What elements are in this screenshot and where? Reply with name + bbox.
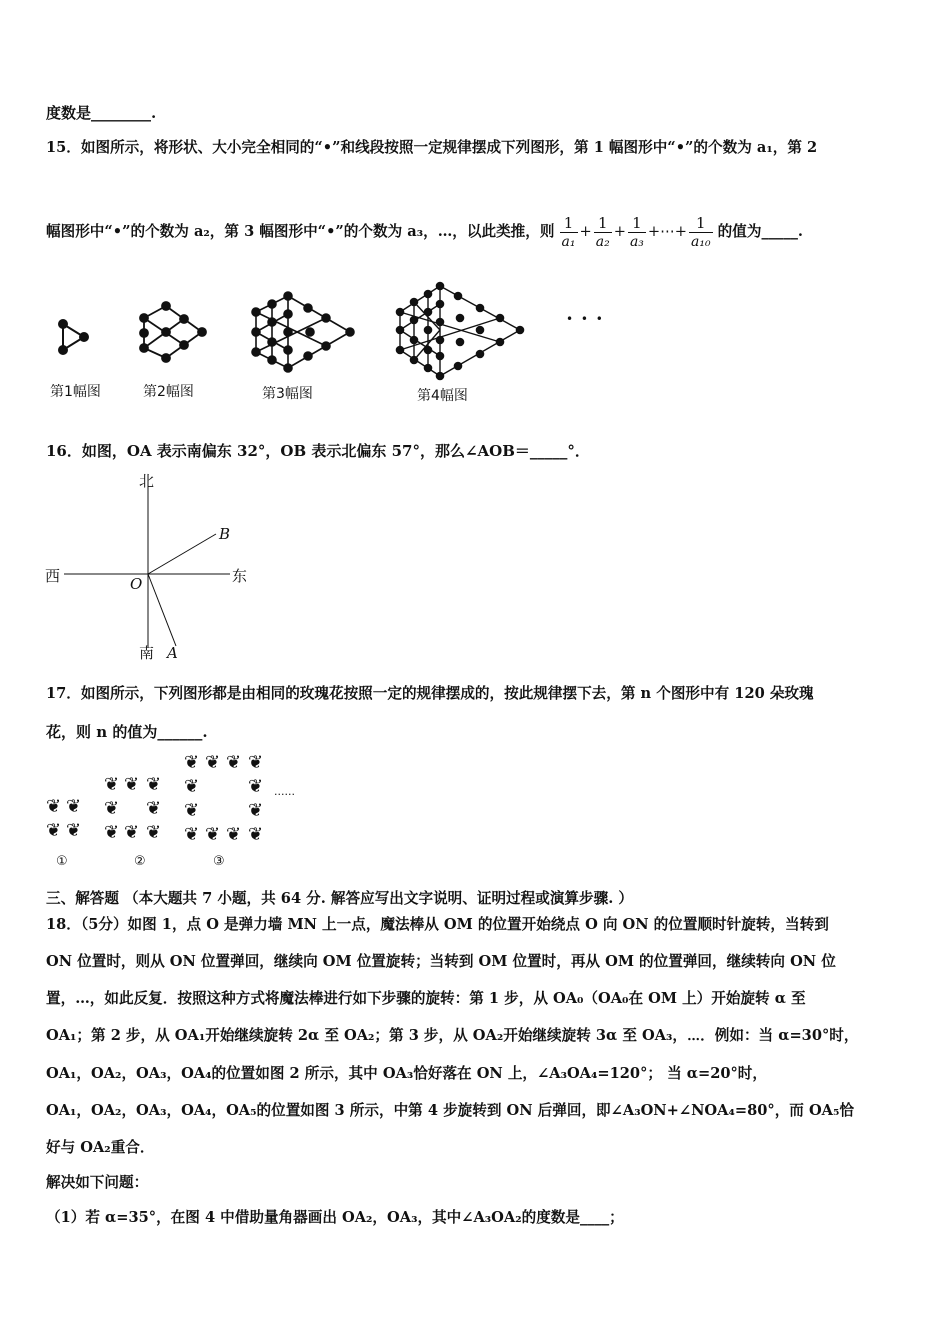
rose-icon: ❦ xyxy=(205,824,221,845)
rose-icon: ❦ xyxy=(205,752,221,773)
q15-caption-3: 第3幅图 xyxy=(262,386,313,402)
q15-figure-2 xyxy=(136,304,212,364)
rose-icon: ❦ xyxy=(226,752,242,773)
q15-caption-1: 第1幅图 xyxy=(50,384,101,400)
rose-icon: ❦ xyxy=(184,800,200,821)
q18-line-3: 置，…，如此反复．按照这种方式将魔法棒进行如下步骤的旋转：第 1 步，从 OA₀（OA₀在 OM 上）开始旋转 α 至 xyxy=(46,990,806,1007)
fraction-1-a10: $\frac{1}{\text{a₁₀}}$ xyxy=(690,213,711,250)
q15-caption-2: 第2幅图 xyxy=(143,384,194,400)
rose-icon: ❦ xyxy=(104,798,120,819)
q18-line-1: 18．（5分）如图 1，点 O 是弹力墙 MN 上一点，魔法棒从 OM 的位置开始绕点 O 向 ON 的位置顺时针旋转，当转到 xyxy=(46,916,829,933)
rose-icon: ❦ xyxy=(248,824,264,845)
fraction-1-a2: $\frac{1}{\text{a₂}}$ xyxy=(595,213,610,250)
q15-ellipsis: • • • xyxy=(566,312,605,326)
fraction-1-a1: $\frac{1}{\text{a₁}}$ xyxy=(561,213,576,250)
rose-icon: ❦ xyxy=(248,800,264,821)
q18-line-6: OA₁，OA₂，OA₃，OA₄，OA₅的位置如图 3 所示，中第 4 步旋转到 ON 后弹回，即∠A₃ON+∠NOA₄=80°，而 OA₅恰 xyxy=(46,1102,854,1119)
q15-line-2-post: 的值为_____. xyxy=(717,223,804,240)
q18-line-7: 好与 OA₂重合． xyxy=(46,1139,155,1156)
q18-line-5: OA₁，OA₂，OA₃，OA₄的位置如图 2 所示，其中 OA₃恰好落在 ON 上，∠A₃OA₄=120°； 当 α=20°时， xyxy=(46,1065,767,1082)
fraction-1-a3: $\frac{1}{\text{a₃}}$ xyxy=(629,213,644,250)
q18-line-2: ON 位置时，则从 ON 位置弹回，继续向 OM 位置旋转；当转到 OM 位置时，再从 OM 的位置弹回，继续转向 ON 位 xyxy=(46,953,836,970)
compass-west-label: 西 xyxy=(45,567,61,585)
q17-label-1: ① xyxy=(56,854,68,869)
q18-line-4: OA₁；第 2 步，从 OA₁开始继续旋转 2α 至 OA₂；第 3 步，从 OA₂开始继续旋转 3α 至 OA₃，⋯．例如：当 α=30°时， xyxy=(46,1027,859,1044)
rose-icon: ❦ xyxy=(226,824,242,845)
rose-icon: ❦ xyxy=(248,752,264,773)
rose-icon: ❦ xyxy=(146,774,162,795)
compass-south-label: 南 xyxy=(139,644,155,662)
rose-icon: ❦ xyxy=(66,796,82,817)
rose-icon: ❦ xyxy=(124,822,140,843)
q17-line-1: 17．如图所示，下列图形都是由相同的玫瑰花按照一定的规律摆成的，按此规律摆下去，第 n 个图形中有 120 朵玫瑰 xyxy=(46,685,814,702)
rose-icon: ❦ xyxy=(104,822,120,843)
rose-icon: ❦ xyxy=(184,752,200,773)
rose-icon: ❦ xyxy=(46,796,62,817)
rose-icon: ❦ xyxy=(184,776,200,797)
q15-figure-3 xyxy=(248,292,356,372)
q17-label-3: ③ xyxy=(213,854,225,869)
point-O-label: O xyxy=(130,575,143,593)
rose-icon: ❦ xyxy=(248,776,264,797)
rose-icon: ❦ xyxy=(66,820,82,841)
q17-line-2: 花，则 n 的值为______. xyxy=(46,723,208,741)
section-3-title: 三、解答题 （本大题共 7 小题，共 64 分. 解答应写出文字说明、证明过程或演算步骤. ） xyxy=(46,890,633,907)
q15-line-1: 15．如图所示，将形状、大小完全相同的“•”和线段按照一定规律摆成下列图形，第 1 幅图形中“•”的个数为 a₁，第 2 xyxy=(46,139,818,156)
q17-ellipsis: ······ xyxy=(274,788,295,801)
q18-line-8: 解决如下问题： xyxy=(46,1174,149,1191)
q15-figure-1 xyxy=(55,318,95,358)
rose-icon: ❦ xyxy=(184,824,200,845)
q17-label-2: ② xyxy=(134,854,146,869)
q15-line-2: 幅图形中“•”的个数为 a₂，第 3 幅图形中“•”的个数为 a₃，…，以此类推，则 $\frac{1}{\text{a₁}}$ + $\frac{1}{\text{a₂}}$ + $\frac{1}{\text{a₃}}$ +⋯+ $\frac{1}{\text{a₁₀}}$ 的值为_____. xyxy=(46,213,804,250)
q15-figure-4 xyxy=(392,282,526,380)
rose-icon: ❦ xyxy=(46,820,62,841)
rose-icon: ❦ xyxy=(124,774,140,795)
q15-line-2-pre: 幅图形中“•”的个数为 a₂，第 3 幅图形中“•”的个数为 a₃，…，以此类推，则 xyxy=(46,223,555,240)
compass-east-label: 东 xyxy=(232,567,248,585)
q16-text: 16．如图，OA 表示南偏东 32°，OB 表示北偏东 57°，那么∠AOB＝_____°． xyxy=(46,442,590,460)
rose-icon: ❦ xyxy=(146,798,162,819)
compass-north-label: 北 xyxy=(139,472,155,490)
rose-icon: ❦ xyxy=(104,774,120,795)
point-B-label: B xyxy=(219,525,231,543)
q15-caption-4: 第4幅图 xyxy=(417,388,468,404)
compass-diagram xyxy=(44,470,264,660)
point-A-label: A xyxy=(167,644,178,662)
q18-line-9: （1）若 α=35°，在图 4 中借助量角器画出 OA₂，OA₃，其中∠A₃OA₂的度数是____； xyxy=(46,1209,624,1226)
rose-icon: ❦ xyxy=(146,822,162,843)
previous-question-tail: 度数是________. xyxy=(46,104,157,122)
